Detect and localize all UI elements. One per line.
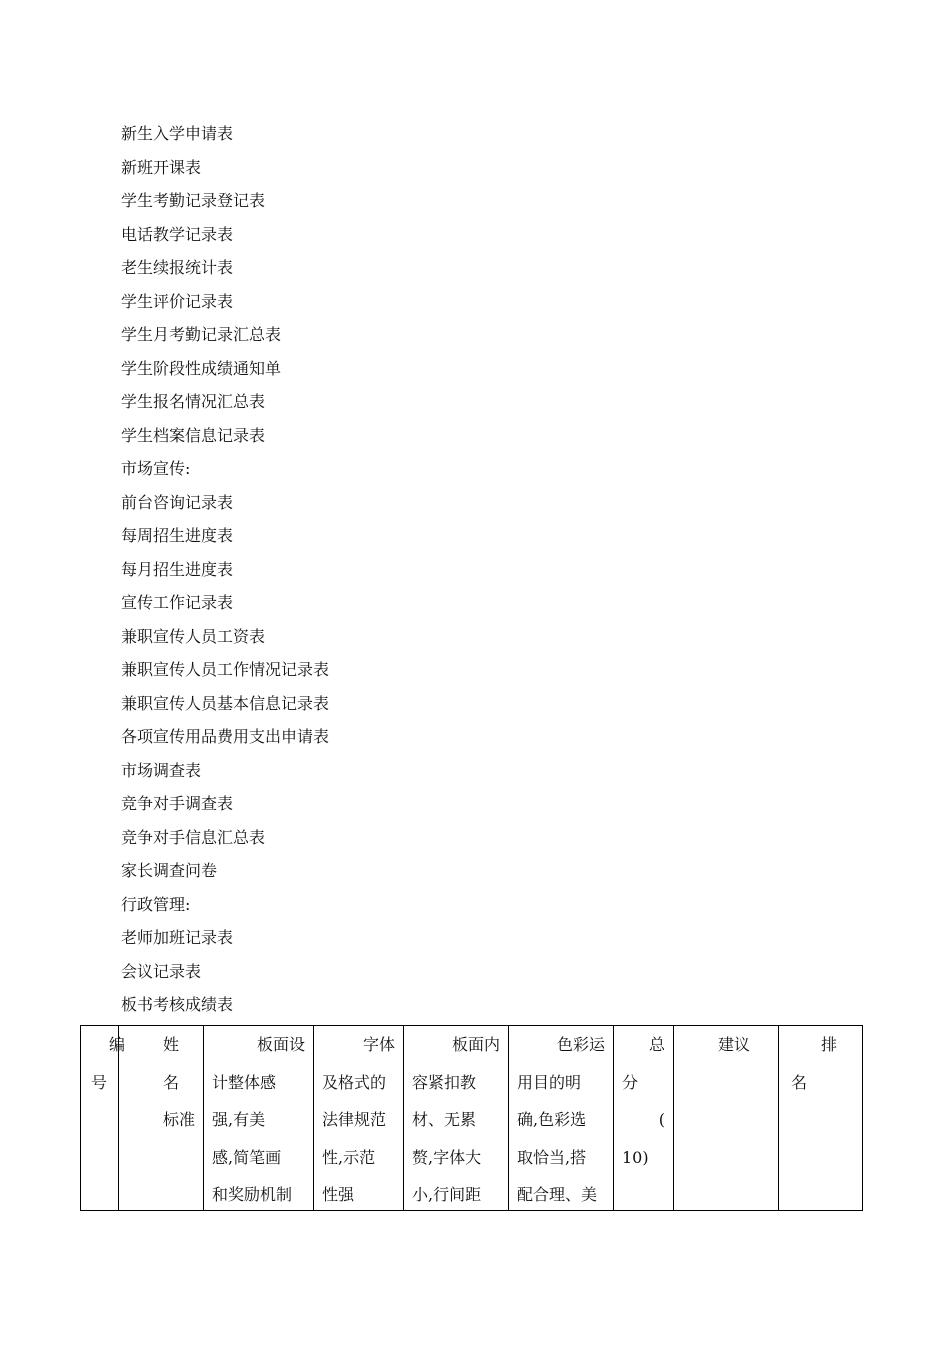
header-text: 法律规范	[322, 1110, 387, 1129]
header-text: 材、无累	[412, 1110, 477, 1129]
list-item: 学生评价记录表	[121, 291, 234, 311]
list-item: 板书考核成绩表	[121, 995, 234, 1014]
col-rank	[779, 1026, 863, 1211]
list-item: 电话教学记录表	[121, 224, 234, 244]
list-item: 新班开课表	[121, 157, 202, 177]
header-text: 字体	[362, 1035, 395, 1054]
header-text: 建议	[718, 1035, 751, 1054]
col-board-design	[204, 1026, 314, 1211]
table-header-row	[81, 1026, 863, 1211]
list-item: 市场调查表	[121, 760, 202, 780]
list-item: 各项宣传用品费用支出申请表	[121, 727, 330, 746]
list-item: 学生阶段性成绩通知单	[121, 358, 282, 378]
header-text: 名	[791, 1072, 808, 1092]
header-text: 10)	[622, 1147, 649, 1167]
list-item: 竞争对手调查表	[121, 794, 234, 813]
list-item: 竞争对手信息汇总表	[121, 827, 266, 847]
header-text: 配合理、美	[517, 1185, 598, 1204]
header-text: 色彩运	[556, 1035, 605, 1054]
col-name	[119, 1026, 204, 1211]
header-text: 感,简笔画	[212, 1147, 282, 1167]
list-item: 老师加班记录表	[121, 928, 234, 947]
list-item: 学生月考勤记录汇总表	[121, 325, 282, 344]
header-text: 性强	[322, 1185, 355, 1204]
form-list	[121, 120, 329, 1025]
header-text: 赘,字体大	[412, 1147, 482, 1167]
col-number	[81, 1026, 126, 1211]
list-item: 新生入学申请表	[121, 124, 234, 143]
list-item: 每月招生进度表	[121, 559, 234, 579]
header-text: (	[658, 1110, 665, 1129]
list-item: 兼职宣传人员工资表	[121, 626, 266, 646]
section-heading: 市场宣传:	[121, 459, 191, 478]
header-text: 名	[163, 1072, 180, 1092]
list-item: 宣传工作记录表	[121, 593, 234, 612]
header-text: 姓	[163, 1035, 180, 1054]
list-item: 学生考勤记录登记表	[121, 191, 266, 210]
board-score-table	[80, 1025, 863, 1211]
col-color-use	[509, 1026, 614, 1211]
list-item: 学生报名情况汇总表	[121, 392, 266, 411]
header-text: 用目的明	[517, 1072, 582, 1092]
list-item: 兼职宣传人员工作情况记录表	[121, 660, 330, 679]
list-item: 每周招生进度表	[121, 526, 234, 545]
header-text: 及格式的	[322, 1072, 387, 1092]
header-text: 板面内	[451, 1035, 500, 1054]
header-text: 标准	[163, 1110, 196, 1129]
section-heading: 行政管理:	[121, 894, 191, 914]
header-text: 确,色彩选	[517, 1110, 587, 1129]
header-text: 小,行间距	[412, 1185, 482, 1204]
header-text: 号	[91, 1072, 108, 1092]
header-text: 性,示范	[322, 1147, 376, 1167]
list-item: 学生档案信息记录表	[121, 425, 266, 445]
col-font-format	[314, 1026, 404, 1211]
header-text: 容紧扣教	[412, 1072, 477, 1092]
list-item: 会议记录表	[121, 961, 202, 981]
header-text: 强,有美	[212, 1110, 266, 1129]
list-item: 兼职宣传人员基本信息记录表	[121, 693, 330, 713]
header-text: 总	[648, 1035, 665, 1054]
header-text: 排	[821, 1035, 838, 1054]
list-item: 前台咨询记录表	[121, 492, 234, 512]
list-item: 老生续报统计表	[121, 258, 234, 277]
col-suggestion	[674, 1026, 779, 1211]
header-text: 编	[109, 1035, 126, 1054]
col-total-score	[614, 1026, 674, 1211]
list-item: 家长调查问卷	[121, 861, 218, 880]
header-text: 和奖励机制	[212, 1185, 293, 1204]
header-text: 取恰当,搭	[517, 1147, 587, 1167]
header-text: 计整体感	[212, 1072, 277, 1092]
col-board-content	[404, 1026, 509, 1211]
header-text: 板面设	[256, 1035, 305, 1054]
header-text: 分	[622, 1072, 639, 1092]
